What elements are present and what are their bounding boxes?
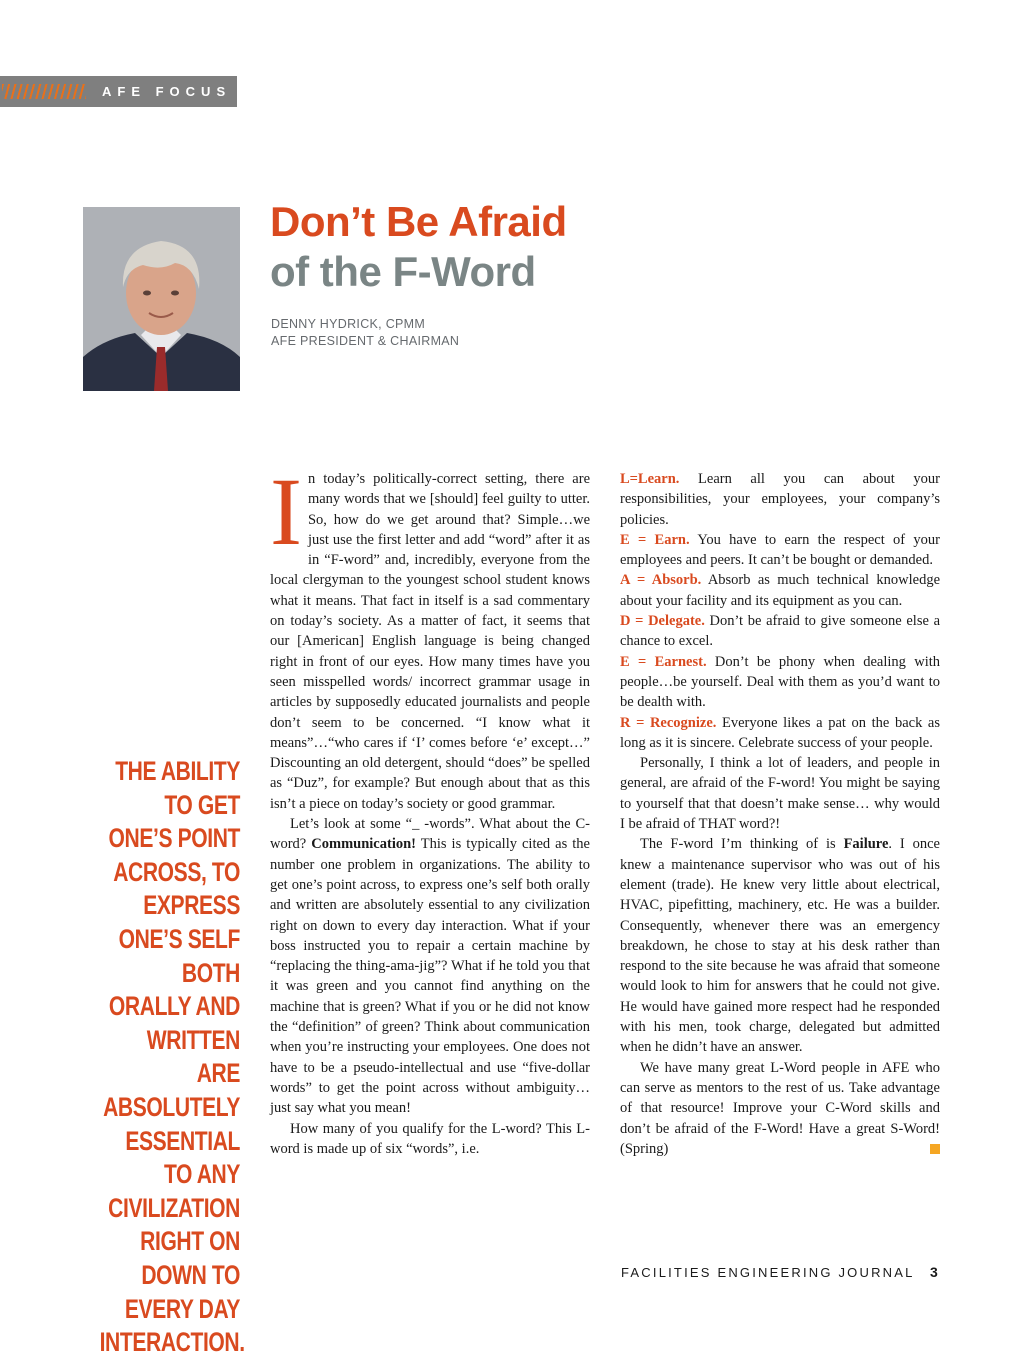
list-term: E = Earn. bbox=[620, 531, 690, 548]
paragraph-text: We have many great L-Word people in AFE who can serve as mentors to the rest of us. Take advantage of that resource! Improve your C-Word skills and don’t be afraid of the F-Word! Have a great S-Word! (Spring) bbox=[620, 1059, 940, 1157]
paragraph: How many of you qualify for the L-word? This L-word is made up of six “words”, i.e. bbox=[270, 1120, 590, 1157]
list-term: A = Absorb. bbox=[620, 572, 702, 589]
list-term: L=Learn. bbox=[620, 471, 680, 487]
list-item bbox=[620, 652, 940, 713]
list-text: Don’t be afraid to give someone else a chance to excel. bbox=[620, 613, 941, 650]
paragraph-text: Let’s look at some “_ -words”. What about the C-word? bbox=[270, 816, 590, 853]
paragraph-text: . I once knew a maintenance supervisor who was out of his element (trade). He knew very little about electrical, HVAC, pipefitting, machinery, etc. He was a builder. Consequently, whenever there was an emergency breakdown, he chose to stay at his desk rather than respond to the site because he was afraid that someone would look to him for answers that he could not give. He would have gained more respect had he responded with his men, took charge, delegated but admitted when he didn’t have an answer. bbox=[620, 836, 940, 1056]
author-name: DENNY HYDRICK, CPMM bbox=[271, 317, 426, 331]
emphasis-text: Failure bbox=[843, 836, 889, 853]
paragraph-text: n today’s politically-correct setting, there are many words that we [should] feel guilty to utter. So, how do we get around that? Simple…we just use the first letter and add “word” after it as in “F-word” and, incredibly, everyone from the local clergyman to the youngest school student knows what it means. That fact in itself is a sad commentary on today’s society. As a matter of fact, it seems that our [American] English language is being changed right in front of our eyes. How many times have you seen misspelled words/ incorrect grammar usage in articles by supposedly educated journalists and people don’t seem to be concerned. “I know what it means”…“who cares if ‘I’ comes before ‘e’ except…” Discounting an old detergent, should “does” be spelled as “Duz”, for example? But enough about that as this isn’t a piece on today’s society or good grammar. bbox=[270, 471, 590, 812]
section-banner bbox=[0, 76, 237, 107]
list-term: R = Recognize. bbox=[620, 714, 717, 731]
title-line-2: of the F-Word bbox=[270, 248, 536, 295]
byline bbox=[271, 316, 459, 350]
list-item bbox=[620, 570, 940, 611]
emphasis-text: Communication! bbox=[311, 836, 416, 853]
list-item bbox=[620, 469, 940, 530]
list-text: Everyone likes a pat on the back as long as it is sincere. Celebrate success of your people. bbox=[620, 714, 940, 751]
l-word-list bbox=[620, 469, 940, 753]
banner-label: AFE FOCUS bbox=[102, 84, 232, 99]
author-role: AFE PRESIDENT & CHAIRMAN bbox=[271, 334, 460, 348]
paragraph bbox=[270, 458, 590, 814]
paragraph bbox=[620, 1058, 940, 1159]
list-item bbox=[620, 530, 940, 571]
title-line-1: Don’t Be Afraid bbox=[270, 198, 567, 245]
end-mark-icon bbox=[930, 1144, 940, 1154]
body-column-2 bbox=[620, 469, 940, 1159]
list-item bbox=[620, 713, 940, 754]
body-column-1 bbox=[270, 458, 590, 1159]
paragraph: Personally, I think a lot of leaders, and people in general, are afraid of the F-word! You might be saying to yourself that that doesn’t make sense… why would I be afraid of THAT word?! bbox=[620, 755, 940, 833]
list-text: Don’t be phony when dealing with people…be yourself. Deal with them as you’d want to be dealth with. bbox=[620, 653, 940, 711]
journal-name: FACILITIES ENGINEERING JOURNAL bbox=[621, 1265, 915, 1280]
list-text: Absorb as much technical knowledge about your facility and its equipment as you can. bbox=[620, 572, 941, 609]
paragraph-text: This is typically cited as the number one problem in organizations. The ability to get one’s point across, to express one’s self both orally and written are absolutely essential to any civilization right on down to every day interaction. What if your boss instructed you to repair a certain machine by “replacing the thing-ama-jig”? What if he told you that it was green and you cannot find anything on the machine that is green? What if you or he did not know the “definition” of green? Think about communication when you’re instructing your employees. One does not have to be a pseudo-intellectual and use “five-dollar words” to get the point across without ambiguity… just say what you mean! bbox=[270, 836, 590, 1117]
list-term: E = Earnest. bbox=[620, 653, 707, 670]
paragraph-text: The F-word I’m thinking of is bbox=[640, 836, 844, 853]
paragraph bbox=[270, 814, 590, 1118]
paragraph bbox=[620, 834, 940, 1057]
list-term: D = Delegate. bbox=[620, 613, 705, 630]
list-text: You have to earn the respect of your employees and peers. It can’t be bought or demanded. bbox=[620, 531, 941, 569]
banner-hatch-decoration bbox=[2, 84, 86, 99]
article-title bbox=[270, 197, 567, 297]
pull-quote: THE ABILITY TO GET ONE’S POINT ACROSS, TO EXPRESS ONE’S SELF BOTH ORALLY AND WRITTEN ARE ABSOLUTELY ESSENTIAL TO ANY CIVILIZATION RIGHT ON DOWN TO EVERY DAY INTERACTION. bbox=[99, 756, 245, 1358]
author-photo bbox=[83, 207, 240, 391]
author-portrait-image bbox=[83, 207, 240, 391]
page-number: 3 bbox=[930, 1264, 938, 1280]
list-text: Learn all you can about your responsibilities, your employees, your company’s policies. bbox=[620, 471, 940, 528]
drop-cap: I bbox=[270, 458, 302, 565]
list-item bbox=[620, 611, 940, 652]
